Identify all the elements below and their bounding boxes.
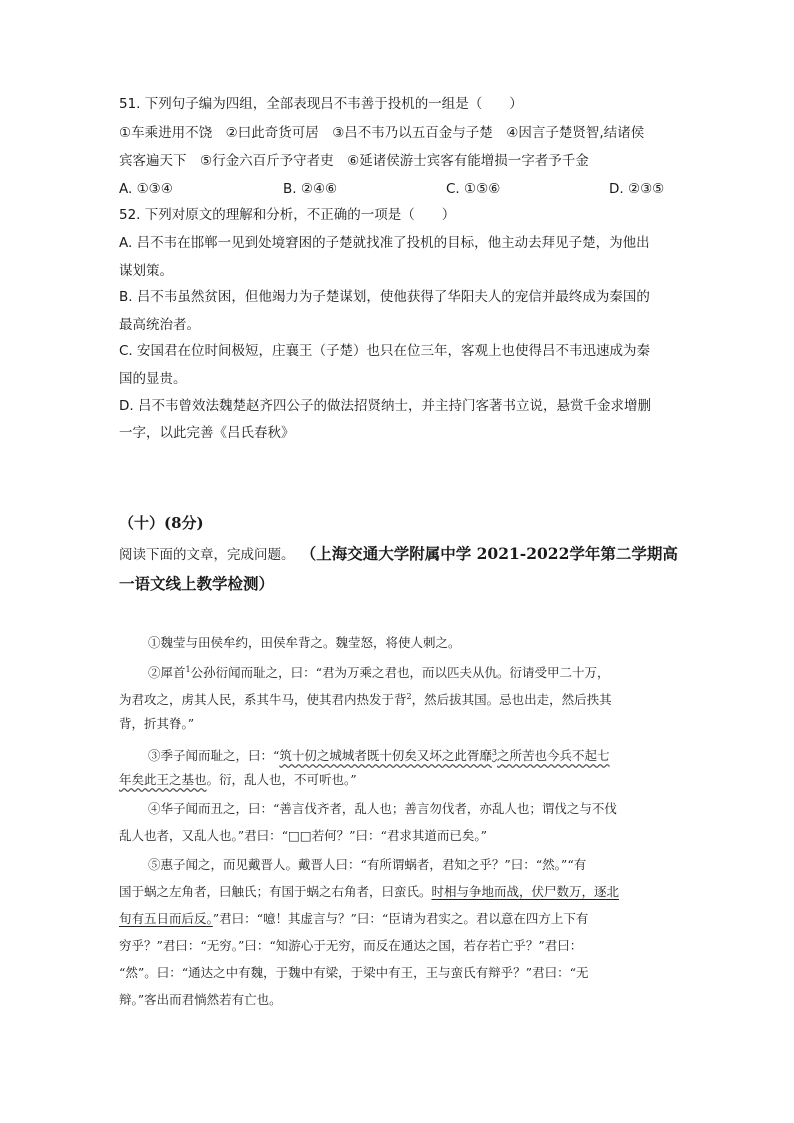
passage-text: ”君曰：“噫！其虚言与？”曰：“臣请为君实之。君以意在四方上下有 <box>212 911 589 926</box>
wavy-underlined-text: 年矣此王之基也 <box>119 772 207 787</box>
q51-option-d: D. ②③⑤ <box>609 181 665 197</box>
q52-option-c-line2: 国的显贵。 <box>119 371 187 387</box>
wavy-underlined-text: 筑十仞之城城者既十仞矣又坏之此胥靡 <box>279 748 492 764</box>
passage-paragraph-4-line2: 乱人也者，又乱人也。”君曰：“□□若何？”曰：“君求其道而已矣。” <box>119 828 488 843</box>
q52-option-c-line1: C. 安国君在位时间极短，庄襄王（子楚）也只在位三年，客观上也使得吕不韦迅速成为秦 <box>119 343 651 359</box>
q52-option-b-line1: B. 吕不韦虽然贫困，但他竭力为子楚谋划，使他获得了华阳夫人的宠信并最终成为秦国的 <box>119 289 650 305</box>
footnote-marker: 1 <box>185 665 191 674</box>
passage-paragraph-5-line3 <box>119 910 588 928</box>
passage-text: 。衍，乱人也，不可听也。” <box>206 772 357 787</box>
section-source-line2: 一语文线上教学检测） <box>119 574 275 593</box>
passage-text: ，然后拔其国。忌也出走，然后抶其 <box>411 692 612 708</box>
q51-option-a: A. ①③④ <box>119 181 173 197</box>
passage-text: 为君攻之，虏其人民，系其牛马，使其君内热发于背 <box>119 692 407 708</box>
q52-option-b-line2: 最高统治者。 <box>119 317 200 333</box>
section-instruction: 阅读下面的文章，完成问题。 <box>119 547 295 563</box>
q52-stem: 52. 下列对原文的理解和分析，不正确的一项是（ ） <box>119 207 456 223</box>
q51-option-c: C. ①⑤⑥ <box>446 181 501 197</box>
passage-paragraph-5-line4: 穷乎？”君曰：“无穷。”曰：“知游心于无穷，而反在通达之国，若存若亡乎？”君曰： <box>119 938 583 953</box>
footnote-marker: 3 <box>491 748 498 757</box>
passage-paragraph-5-line5: “然”。曰：“通达之中有魏，于魏中有梁，于梁中有王，王与蛮氏有辩乎？”君曰：“无 <box>119 965 589 980</box>
passage-text: 公孙衍闻而耻之，曰：“君为万乘之君也，而以匹夫从仇。衍请受甲二十万， <box>190 665 610 681</box>
underlined-text: 旬有五日而后反。 <box>119 911 213 926</box>
q51-option-b: B. ②④⑥ <box>283 181 338 197</box>
section-source-line1: （上海交通大学附属中学 2021-2022学年第二学期高 <box>308 544 678 563</box>
passage-text: ②犀首 <box>148 665 186 681</box>
passage-paragraph-2-line3: 背，折其脊。” <box>119 716 195 731</box>
q51-stem: 51. 下列句子编为四组，全部表现吕不韦善于投机的一组是（ ） <box>119 96 523 112</box>
q52-option-d-line2: 一字，以此完善《吕氏春秋》 <box>119 425 295 441</box>
passage-paragraph-4-line1: ④华子闻而丑之，曰：“善言伐齐者，乱人也；善言勿伐者，亦乱人也；谓伐之与不伐 <box>148 801 617 816</box>
passage-paragraph-5-line6: 辩。”客出而君惝然若有亡也。 <box>119 992 282 1007</box>
passage-paragraph-5-line2 <box>119 883 619 901</box>
underlined-text: 时相与争地而战，伏尸数万，逐北 <box>431 884 620 899</box>
section-title: （十）(8分) <box>119 514 204 532</box>
passage-paragraph-3-line1 <box>148 744 610 765</box>
q52-option-a-line2: 谋划策。 <box>119 263 173 279</box>
passage-paragraph-3-line2 <box>119 771 357 789</box>
passage-text: 国于蜗之左角者，曰触氏；有国于蜗之右角者，曰蛮氏。 <box>119 884 432 899</box>
q52-option-d-line1: D. 吕不韦曾效法魏楚赵齐四公子的做法招贤纳士，并主持门客著书立说，悬赏千金求增删 <box>119 398 651 414</box>
q52-option-a-line1: A. 吕不韦在邯郸一见到处境窘困的子楚就找准了投机的目标，他主动去拜见子楚，为他出 <box>119 235 650 251</box>
footnote-marker: 2 <box>406 692 412 701</box>
passage-paragraph-2-line2 <box>119 688 612 709</box>
passage-paragraph-2-line1 <box>148 661 610 682</box>
passage-paragraph-5-line1: ⑤惠子闻之，而见戴晋人。戴晋人曰：“有所谓蜗者，君知之乎？”曰：“然。”“有 <box>148 857 587 872</box>
q51-items-line1: ①车乘进用不饶 ②曰此奇货可居 ③吕不韦乃以五百金与子楚 ④因言子楚贤智,结诸侯 <box>119 125 645 141</box>
wavy-underlined-text: 之所苦也今兵不起七 <box>497 748 610 764</box>
passage-text: ③季子闻而耻之，曰：“ <box>148 748 280 764</box>
passage-paragraph-1: ①魏莹与田侯牟约，田侯牟背之。魏莹怒，将使人刺之。 <box>148 635 461 650</box>
q51-items-line2: 宾客遍天下 ⑤行金六百斤予守者吏 ⑥延诸侯游士宾客有能增损一字者予千金 <box>119 153 589 169</box>
section-intro <box>119 545 678 564</box>
